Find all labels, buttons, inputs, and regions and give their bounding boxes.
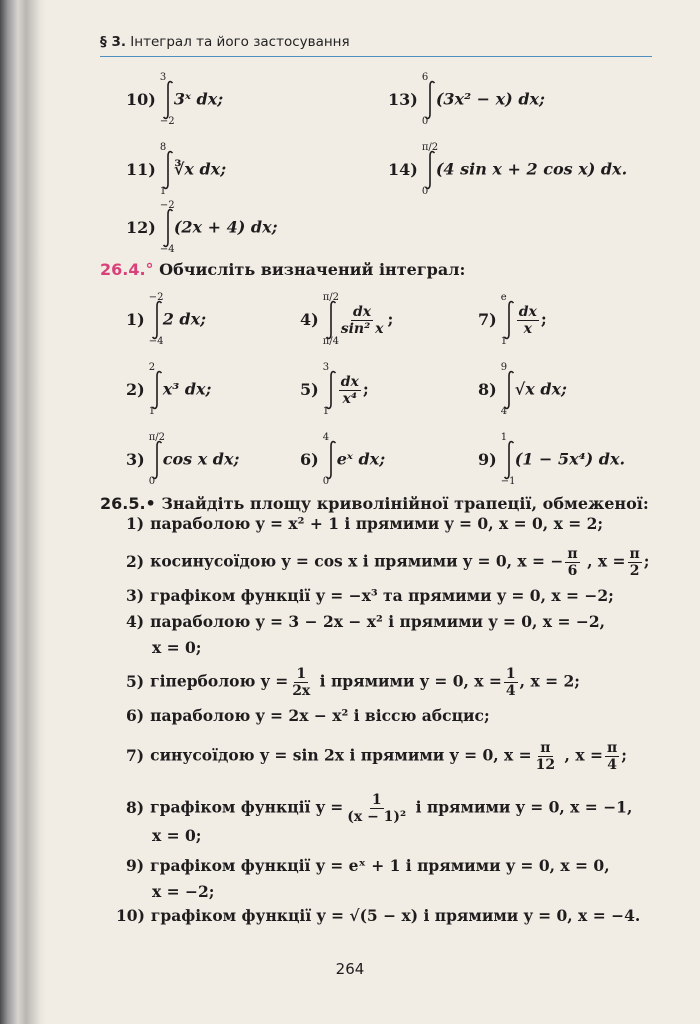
lower-limit: 1: [148, 406, 156, 417]
fraction-denominator: 6: [567, 563, 578, 579]
item-text: параболою y = 3 − 2x − x² і прямими y = 0, x = −2,: [150, 612, 605, 631]
integral-sign-icon: [148, 362, 163, 417]
item-text: косинусоїдою y = cos x і прямими y = 0, x = −: [150, 551, 564, 571]
item-label: 4): [126, 612, 145, 631]
fraction-numerator: 1: [505, 666, 516, 682]
area-problem: [126, 514, 603, 534]
integral-item: [478, 432, 626, 487]
integral-item: [388, 72, 545, 127]
upper-limit: 4: [322, 432, 330, 443]
integrand: ∛x dx;: [173, 159, 227, 179]
integrand: eˣ dx;: [336, 449, 386, 469]
item-label: 6): [300, 449, 319, 469]
fraction: [534, 740, 557, 773]
item-text: і прямими y = 0, x = −4.: [418, 906, 641, 925]
item-text: графіком функції y =: [150, 797, 344, 817]
fraction-numerator: dx: [353, 303, 372, 320]
continuation-line: x = 0;: [152, 826, 202, 845]
integral-item: [478, 292, 547, 347]
lower-limit: 1: [322, 406, 330, 417]
lower-limit: 0: [322, 476, 330, 487]
task-number: 26.5.•: [100, 494, 156, 513]
lower-limit: −2: [159, 116, 175, 127]
item-text: , x = 2;: [519, 671, 580, 691]
area-problem: [126, 792, 632, 825]
area-problem: [126, 546, 649, 579]
item-text: параболою y = x² + 1 і прямими y = 0, x = 0, x = 2;: [150, 514, 604, 533]
fraction-denominator: x⁴: [342, 390, 358, 407]
integral-sign-icon: [421, 142, 439, 197]
fraction: [504, 666, 518, 699]
fraction-numerator: dx: [340, 373, 359, 390]
section-title: Інтеграл та його застосування: [130, 34, 350, 50]
integrand: cos x dx;: [162, 449, 240, 469]
area-problem: [126, 856, 610, 876]
integral-sign-icon: [148, 432, 166, 487]
item-text: параболою y = 2x − x² і віссю абсцис;: [150, 706, 490, 725]
lower-limit: 0: [148, 476, 156, 487]
area-problem: [126, 612, 605, 632]
punctuation: ;: [387, 309, 394, 329]
lower-limit: π/4: [322, 336, 340, 347]
upper-limit: 1: [500, 432, 508, 443]
lower-limit: −1: [500, 476, 516, 487]
integral-sign-icon: [159, 142, 174, 197]
item-label: 3): [126, 586, 145, 605]
continuation-line: x = −2;: [152, 882, 215, 901]
item-label: 2): [126, 551, 145, 571]
item-label: 7): [478, 309, 497, 329]
integral-sign-icon: [322, 432, 337, 487]
item-label: 2): [126, 379, 145, 399]
area-problem: [126, 666, 580, 699]
item-text: і прямими y = 0, x = −1,: [410, 797, 633, 817]
item-text: графіком функції y = −x³ та прямими y = 0, x = −2;: [150, 586, 614, 605]
item-label: 9): [126, 856, 145, 875]
punctuation: ;: [362, 379, 369, 399]
item-label: 6): [126, 706, 145, 725]
item-label: 14): [388, 159, 418, 179]
item-label: 7): [126, 745, 145, 765]
fraction-denominator: 12: [535, 757, 556, 773]
integral-sign-icon: [148, 292, 164, 347]
integrand: x³ dx;: [162, 379, 212, 399]
item-label: 9): [478, 449, 497, 469]
task-text: Обчисліть визначений інтеграл:: [159, 260, 466, 279]
integral-item: [126, 362, 212, 417]
upper-limit: e: [500, 292, 507, 303]
lower-limit: 1: [159, 186, 167, 197]
integrand-fraction: [339, 374, 361, 407]
item-label: 11): [126, 159, 156, 179]
lower-limit: 4: [500, 406, 508, 417]
item-label: 8): [126, 797, 145, 817]
area-problem: [126, 706, 490, 726]
item-label: 13): [388, 89, 418, 109]
integral-sign-icon: [159, 72, 175, 127]
area-problem: [126, 740, 627, 773]
fraction-numerator: π: [540, 740, 551, 756]
task-text: Знайдіть площу криволінійної трапеції, обмеженої:: [161, 494, 649, 513]
integral-item: [126, 432, 240, 487]
upper-limit: 2: [148, 362, 156, 373]
integrand-fraction: [339, 304, 386, 337]
integral-sign-icon: [322, 362, 337, 417]
fraction: [565, 546, 579, 579]
book-spine-shadow: [0, 0, 46, 1024]
fraction-denominator: x: [523, 320, 532, 337]
integral-sign-icon: [500, 432, 516, 487]
continuation-line: x = 0;: [152, 638, 202, 657]
fraction-numerator: 1: [296, 666, 307, 682]
fraction: [345, 792, 408, 825]
integral-sign-icon: [500, 362, 515, 417]
item-text: гіперболою y =: [150, 671, 289, 691]
lower-limit: −4: [159, 244, 175, 255]
item-text: , x =: [581, 551, 626, 571]
page-number: 264: [335, 960, 365, 978]
running-header: [100, 34, 652, 57]
upper-limit: −2: [159, 200, 175, 211]
fraction-denominator: sin² x: [340, 320, 384, 337]
upper-limit: π/2: [322, 292, 340, 303]
integral-sign-icon: [322, 292, 340, 347]
upper-limit: 6: [421, 72, 429, 83]
item-label: 12): [126, 217, 156, 237]
fraction-numerator: π: [567, 546, 578, 562]
fraction: [628, 546, 642, 579]
section-number: § 3.: [100, 34, 126, 50]
task-number: 26.4.°: [100, 260, 154, 279]
item-text: ;: [621, 745, 627, 765]
item-text: ;: [643, 551, 650, 571]
integrand: √x dx;: [514, 379, 567, 399]
item-label: 3): [126, 449, 145, 469]
integral-item: [126, 142, 227, 197]
integrand: (3x² − x) dx;: [435, 89, 545, 109]
item-text: графіком функції y = eˣ + 1 і прямими y = 0, x = 0,: [150, 856, 610, 875]
integrand: (2x + 4) dx;: [173, 217, 278, 237]
integral-sign-icon: [500, 292, 515, 347]
area-problem: [126, 586, 614, 606]
fraction-numerator: π: [606, 740, 618, 756]
upper-limit: 3: [322, 362, 330, 373]
integral-item: [126, 200, 278, 255]
integral-item: [300, 362, 369, 417]
integrand: 3ˣ dx;: [173, 89, 224, 109]
upper-limit: π/2: [148, 432, 166, 443]
item-text: графіком функції y = √(5 − x): [150, 906, 419, 925]
integrand: 2 dx;: [162, 309, 207, 329]
integral-item: [300, 432, 386, 487]
upper-limit: 3: [159, 72, 167, 83]
item-label: 1): [126, 514, 145, 533]
fraction-denominator: 2: [629, 563, 640, 579]
fraction: [605, 740, 619, 773]
integral-sign-icon: [159, 200, 175, 255]
item-text: синусоїдою y = sin 2x і прямими y = 0, x =: [150, 745, 532, 765]
item-label: 8): [478, 379, 497, 399]
item-label: 5): [300, 379, 319, 399]
integrand: (1 − 5x⁴) dx.: [514, 449, 626, 469]
item-label: 10): [126, 89, 156, 109]
item-label: 10): [116, 906, 145, 925]
integral-item: [388, 142, 628, 197]
area-problem: [116, 906, 640, 926]
integrand-fraction: [517, 304, 539, 337]
item-text: , x =: [559, 745, 603, 765]
lower-limit: 0: [421, 116, 429, 127]
integral-sign-icon: [421, 72, 436, 127]
lower-limit: −4: [148, 336, 164, 347]
fraction-denominator: 4: [505, 683, 516, 699]
fraction-numerator: 1: [371, 792, 382, 808]
item-label: 5): [126, 671, 145, 691]
punctuation: ;: [540, 309, 547, 329]
integral-item: [126, 292, 207, 347]
fraction-numerator: dx: [518, 303, 537, 320]
integral-item: [478, 362, 567, 417]
upper-limit: 9: [500, 362, 508, 373]
fraction: [290, 666, 312, 699]
integral-item: [300, 292, 394, 347]
task-heading: [100, 260, 465, 279]
item-text: і прямими y = 0, x =: [314, 671, 502, 691]
item-label: 4): [300, 309, 319, 329]
upper-limit: π/2: [421, 142, 439, 153]
upper-limit: 8: [159, 142, 167, 153]
lower-limit: 0: [421, 186, 429, 197]
lower-limit: 1: [500, 336, 508, 347]
integrand: (4 sin x + 2 cos x) dx.: [435, 159, 628, 179]
fraction-denominator: 2x: [292, 683, 311, 699]
item-label: 1): [126, 309, 145, 329]
fraction-denominator: (x − 1)²: [347, 809, 407, 825]
task-heading: [100, 494, 649, 513]
upper-limit: −2: [148, 292, 164, 303]
fraction-denominator: 4: [607, 757, 617, 773]
integral-item: [126, 72, 224, 127]
fraction-numerator: π: [629, 546, 640, 562]
